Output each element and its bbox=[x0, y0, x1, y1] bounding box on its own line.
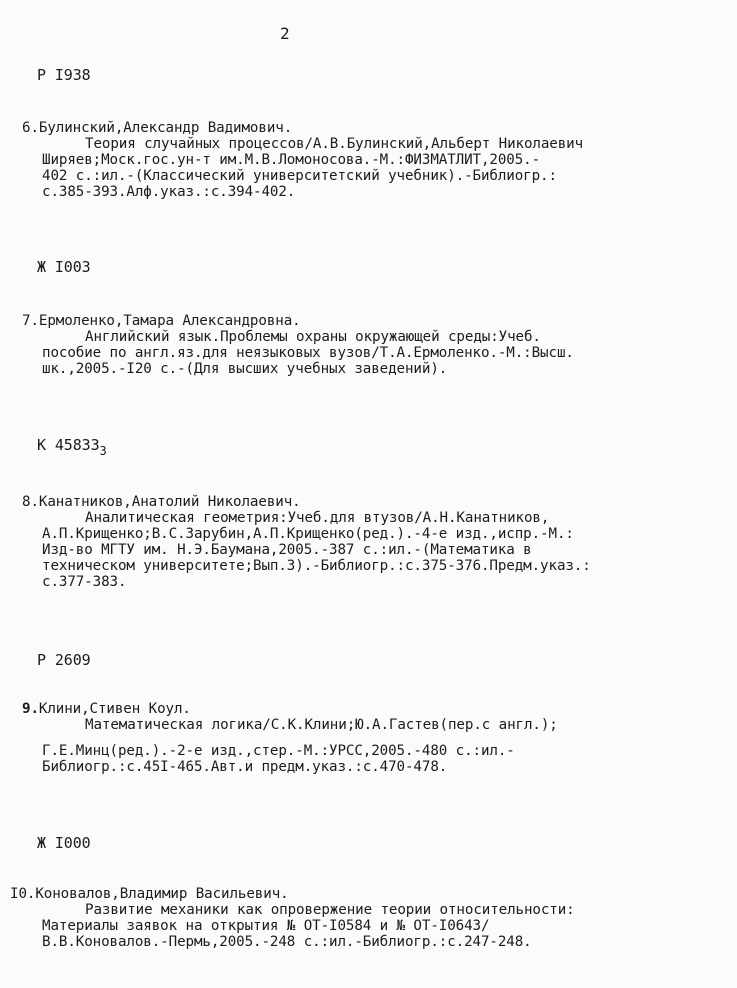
bibliographic-entry bbox=[22, 120, 722, 200]
entry-heading bbox=[22, 701, 722, 717]
entry-heading bbox=[22, 313, 722, 329]
entry-line: пособие по англ.яз.для неязыковых вузов/Т.А.Ермоленко.-М.:Высш. bbox=[42, 345, 574, 361]
entry-author: Коновалов,Владимир Васильевич. bbox=[35, 886, 289, 902]
shelf-mark: Р 2609 bbox=[37, 651, 91, 669]
entry-line: Развитие механики как опровержение теории относительности: bbox=[85, 902, 575, 918]
entry-line: В.В.Коновалов.-Пермь,2005.-248 с.:ил.-Библиогр.:с.247-248. bbox=[42, 934, 532, 950]
entry-line: А.П.Крищенко;В.С.Зарубин,А.П.Крищенко(ред.).-4-е изд.,испр.-М.: bbox=[42, 526, 574, 542]
entry-line: шк.,2005.-I20 с.-(Для высших учебных заведений). bbox=[42, 361, 448, 377]
entry-number: 8. bbox=[22, 494, 39, 510]
entry-line: Материалы заявок на открытия № ОТ-I0584 и № ОТ-I0643/ bbox=[42, 918, 490, 934]
entry-heading bbox=[22, 120, 722, 136]
entry-line: Библиогр.:с.45I-465.Авт.и предм.указ.:с.470-478. bbox=[42, 759, 448, 775]
entry-line: Изд-во МГТУ им. Н.Э.Баумана,2005.-387 с.:ил.-(Математика в bbox=[42, 542, 532, 558]
entry-line: Ширяев;Моск.гос.ун-т им.М.В.Ломоносова.-М.:ФИЗМАТЛИТ,2005.- bbox=[42, 152, 541, 168]
entry-line: Г.Е.Минц(ред.).-2-е изд.,стер.-М.:УРСС,2005.-480 с.:ил.- bbox=[42, 743, 515, 759]
shelf-mark: Ж I000 bbox=[37, 834, 91, 852]
bibliographic-entry bbox=[22, 313, 722, 377]
entry-heading bbox=[10, 886, 710, 902]
bibliographic-entry bbox=[22, 701, 722, 775]
entry-number: I0. bbox=[10, 886, 36, 902]
entry-line: Аналитическая геометрия:Учеб.для втузов/А.Н.Канатников, bbox=[85, 510, 550, 526]
entry-author: Булинский,Александр Вадимович. bbox=[38, 120, 293, 136]
shelf-mark: Р I938 bbox=[37, 66, 91, 84]
entry-line: 402 с.:ил.-(Классический университетский учебник).-Библиогр.: bbox=[42, 168, 557, 184]
entry-line: Английский язык.Проблемы охраны окружающей среды:Учеб. bbox=[85, 329, 541, 345]
shelf-mark-subscript: 3 bbox=[99, 444, 107, 458]
entry-author: Ермоленко,Тамара Александровна. bbox=[38, 313, 301, 329]
entry-line: Математическая логика/С.К.Клини;Ю.А.Гастев(пер.с англ.); bbox=[85, 717, 558, 733]
bibliographic-entry bbox=[22, 494, 722, 590]
page-number: 2 bbox=[280, 24, 290, 43]
entry-number: 9. bbox=[22, 701, 39, 717]
entry-line: с.385-393.Алф.указ.:с.394-402. bbox=[42, 184, 296, 200]
entry-author: Канатников,Анатолий Николаевич. bbox=[38, 494, 301, 510]
entry-number: 6. bbox=[22, 120, 39, 136]
entry-heading bbox=[22, 494, 722, 510]
bibliographic-entry bbox=[10, 886, 710, 950]
shelf-mark: К $45833_3$ bbox=[37, 436, 107, 458]
entry-line: с.377-383. bbox=[42, 574, 127, 590]
entry-number: 7. bbox=[22, 313, 39, 329]
shelf-mark: Ж I003 bbox=[37, 258, 91, 276]
entry-author: Клини,Стивен Коул. bbox=[38, 701, 191, 717]
entry-line: техническом университете;Вып.3).-Библиогр.:с.375-376.Предм.указ.: bbox=[42, 558, 591, 574]
entry-line: Теория случайных процессов/А.В.Булинский,Альберт Николаевич bbox=[85, 136, 584, 152]
